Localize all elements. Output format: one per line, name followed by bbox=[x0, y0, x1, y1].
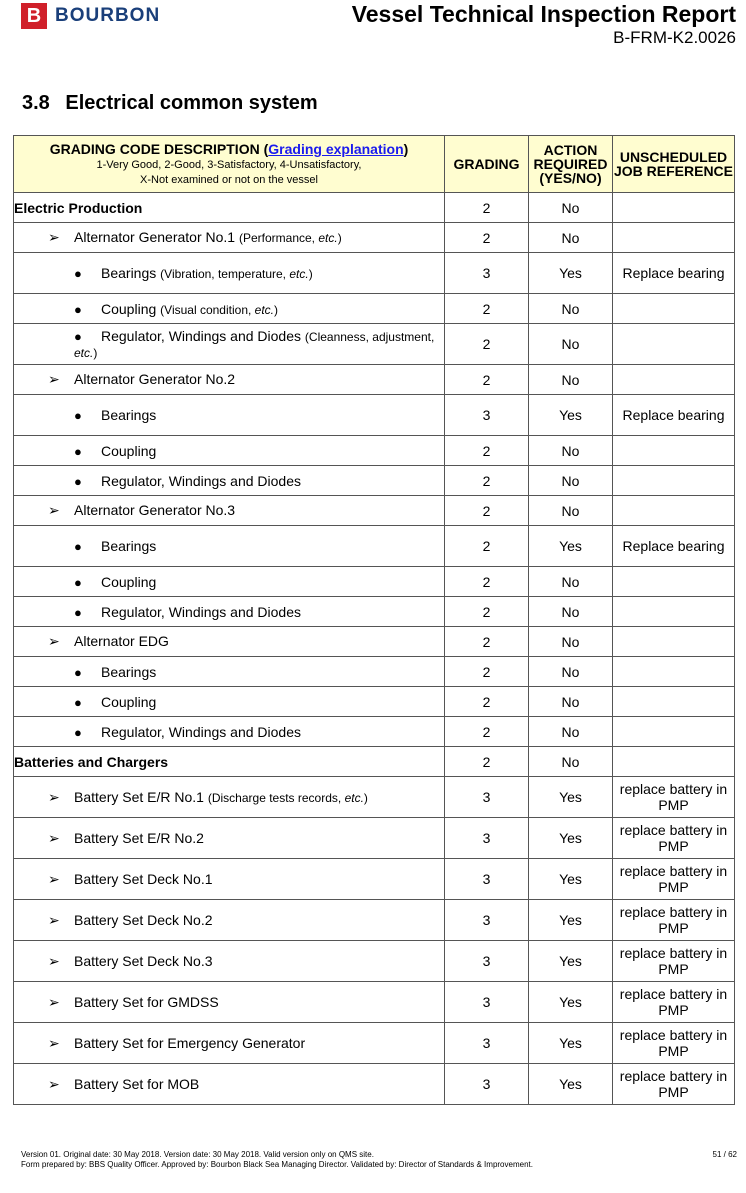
item-label: Battery Set E/R No.2 bbox=[74, 829, 204, 846]
item-description bbox=[14, 567, 445, 597]
action-value: No bbox=[529, 294, 613, 324]
table-row bbox=[14, 466, 735, 496]
table-row bbox=[14, 436, 735, 466]
item-note: (Performance, etc.) bbox=[238, 231, 342, 245]
report-title: Vessel Technical Inspection Report bbox=[351, 1, 736, 27]
item-description bbox=[14, 395, 445, 436]
action-value: Yes bbox=[529, 1023, 613, 1064]
item-description bbox=[14, 982, 445, 1023]
dot-bullet-icon: ● bbox=[74, 664, 82, 680]
dot-bullet-icon: ● bbox=[74, 539, 82, 554]
item-description bbox=[14, 687, 445, 717]
job-reference bbox=[613, 294, 735, 324]
table-row bbox=[14, 900, 735, 941]
action-value: No bbox=[529, 597, 613, 627]
grading-value: 3 bbox=[445, 253, 529, 294]
item-label: Battery Set Deck No.2 bbox=[74, 911, 213, 928]
grading-value: 2 bbox=[445, 627, 529, 657]
item-label: Battery Set Deck No.3 bbox=[74, 952, 213, 969]
job-reference bbox=[613, 365, 735, 395]
item-label: Battery Set Deck No.1 bbox=[74, 870, 213, 887]
item-label: Batteries and Chargers bbox=[14, 753, 169, 770]
action-value: No bbox=[529, 324, 613, 365]
table-row bbox=[14, 294, 735, 324]
job-reference: replace battery in PMP bbox=[613, 941, 735, 982]
job-reference bbox=[613, 436, 735, 466]
logo-text: BOURBON bbox=[55, 5, 161, 26]
action-value: No bbox=[529, 747, 613, 777]
job-header-line1: UNSCHEDULED bbox=[619, 149, 728, 165]
item-description bbox=[14, 941, 445, 982]
section-number: 3.8 bbox=[22, 92, 50, 114]
grading-value: 2 bbox=[445, 526, 529, 567]
arrow-bullet-icon: ➢ bbox=[48, 952, 60, 969]
footer-approval: Form prepared by: BBS Quality Officer. Approved by: Bourbon Black Sea Managing Director. Validated by: Director of Standards & Improvement. bbox=[21, 1160, 533, 1169]
item-label: Regulator, Windings and Diodes bbox=[101, 328, 305, 344]
inspection-table bbox=[13, 135, 735, 1105]
arrow-bullet-icon: ➢ bbox=[48, 229, 60, 245]
action-value: No bbox=[529, 717, 613, 747]
item-label: Bearings bbox=[101, 538, 157, 554]
item-description bbox=[14, 1023, 445, 1064]
grading-value: 2 bbox=[445, 597, 529, 627]
item-note: (Vibration, temperature, etc.) bbox=[160, 267, 313, 281]
action-value: Yes bbox=[529, 395, 613, 436]
item-note: (Cleanness, adjustment, etc.) bbox=[74, 330, 435, 360]
action-value: Yes bbox=[529, 859, 613, 900]
arrow-bullet-icon: ➢ bbox=[48, 633, 60, 649]
item-label: Regulator, Windings and Diodes bbox=[101, 723, 302, 740]
dot-bullet-icon: ● bbox=[74, 724, 82, 740]
action-value: Yes bbox=[529, 777, 613, 818]
item-description bbox=[14, 1064, 445, 1105]
action-header bbox=[529, 136, 613, 193]
table-row bbox=[14, 717, 735, 747]
arrow-bullet-icon: ➢ bbox=[48, 911, 60, 928]
arrow-bullet-icon: ➢ bbox=[48, 502, 60, 518]
grading-value: 3 bbox=[445, 900, 529, 941]
item-label: Coupling bbox=[101, 693, 157, 710]
dot-bullet-icon: ● bbox=[74, 329, 82, 344]
grading-value: 3 bbox=[445, 982, 529, 1023]
job-reference: replace battery in PMP bbox=[613, 1064, 735, 1105]
action-value: Yes bbox=[529, 253, 613, 294]
action-value: No bbox=[529, 436, 613, 466]
action-value: No bbox=[529, 466, 613, 496]
action-value: No bbox=[529, 496, 613, 526]
job-reference: replace battery in PMP bbox=[613, 777, 735, 818]
item-label: Alternator Generator No.3 bbox=[74, 502, 236, 518]
item-label: Regulator, Windings and Diodes bbox=[101, 603, 302, 620]
job-reference bbox=[613, 567, 735, 597]
job-reference bbox=[613, 627, 735, 657]
grading-value: 3 bbox=[445, 941, 529, 982]
dot-bullet-icon: ● bbox=[74, 266, 82, 281]
form-code: B-FRM-K2.0026 bbox=[613, 28, 736, 47]
dot-bullet-icon: ● bbox=[74, 301, 82, 317]
arrow-bullet-icon: ➢ bbox=[48, 788, 60, 805]
grading-code-close: ) bbox=[403, 141, 409, 157]
table-row bbox=[14, 627, 735, 657]
item-description bbox=[14, 324, 445, 365]
item-description bbox=[14, 657, 445, 687]
table-row bbox=[14, 395, 735, 436]
item-note: (Visual condition, etc.) bbox=[160, 302, 278, 317]
grading-value: 2 bbox=[445, 747, 529, 777]
item-description bbox=[14, 466, 445, 496]
table-row bbox=[14, 1023, 735, 1064]
job-header-line2: JOB REFERENCE bbox=[613, 163, 734, 179]
grading-value: 2 bbox=[445, 436, 529, 466]
job-reference: Replace bearing bbox=[613, 253, 735, 294]
grading-code-title: GRADING CODE DESCRIPTION ( bbox=[49, 141, 269, 157]
item-label: Regulator, Windings and Diodes bbox=[101, 472, 302, 489]
table-row bbox=[14, 859, 735, 900]
item-label: Alternator EDG bbox=[74, 633, 169, 649]
grading-explanation-link[interactable]: Grading explanation bbox=[268, 141, 404, 157]
item-label: Electric Production bbox=[14, 199, 143, 216]
grading-value: 2 bbox=[445, 223, 529, 253]
grading-value: 2 bbox=[445, 193, 529, 223]
action-value: No bbox=[529, 365, 613, 395]
item-label: Alternator Generator No.1 bbox=[74, 229, 239, 245]
dot-bullet-icon: ● bbox=[74, 694, 82, 710]
item-description bbox=[14, 294, 445, 324]
table-row bbox=[14, 657, 735, 687]
job-reference-header bbox=[613, 136, 735, 193]
grading-value: 2 bbox=[445, 687, 529, 717]
action-value: Yes bbox=[529, 900, 613, 941]
section-title: Electrical common system bbox=[65, 92, 318, 114]
action-header-line2: REQUIRED bbox=[533, 156, 608, 172]
grading-value: 2 bbox=[445, 324, 529, 365]
grading-value: 3 bbox=[445, 818, 529, 859]
action-value: No bbox=[529, 627, 613, 657]
footer bbox=[21, 1150, 533, 1170]
grading-value: 2 bbox=[445, 365, 529, 395]
item-label: Coupling bbox=[101, 442, 157, 459]
job-reference: replace battery in PMP bbox=[613, 982, 735, 1023]
item-label: Battery Set for Emergency Generator bbox=[74, 1034, 306, 1051]
dot-bullet-icon: ● bbox=[74, 473, 82, 489]
logo-mark: B bbox=[21, 3, 47, 29]
job-reference bbox=[613, 193, 735, 223]
action-value: No bbox=[529, 567, 613, 597]
item-description bbox=[14, 496, 445, 526]
table-row bbox=[14, 777, 735, 818]
item-label: Bearings bbox=[101, 407, 157, 423]
grading-value: 3 bbox=[445, 1064, 529, 1105]
job-reference: Replace bearing bbox=[613, 395, 735, 436]
action-value: Yes bbox=[529, 1064, 613, 1105]
arrow-bullet-icon: ➢ bbox=[48, 1034, 60, 1051]
item-description bbox=[14, 597, 445, 627]
dot-bullet-icon: ● bbox=[74, 604, 82, 620]
table-row bbox=[14, 747, 735, 777]
table-row bbox=[14, 818, 735, 859]
action-value: No bbox=[529, 657, 613, 687]
table-row bbox=[14, 324, 735, 365]
grading-value: 3 bbox=[445, 395, 529, 436]
dot-bullet-icon: ● bbox=[74, 408, 82, 423]
grading-value: 2 bbox=[445, 717, 529, 747]
item-description bbox=[14, 526, 445, 567]
grading-legend-line1: 1-Very Good, 2-Good, 3-Satisfactory, 4-Unsatisfactory, bbox=[96, 159, 362, 171]
job-reference bbox=[613, 496, 735, 526]
job-reference: Replace bearing bbox=[613, 526, 735, 567]
grading-header bbox=[445, 136, 529, 193]
job-reference bbox=[613, 466, 735, 496]
job-reference bbox=[613, 223, 735, 253]
grading-value: 2 bbox=[445, 294, 529, 324]
job-reference: replace battery in PMP bbox=[613, 859, 735, 900]
grading-header-label: GRADING bbox=[453, 156, 520, 172]
grading-legend-line2: X-Not examined or not on the vessel bbox=[140, 174, 318, 186]
grading-value: 2 bbox=[445, 657, 529, 687]
item-description bbox=[14, 777, 445, 818]
table-row bbox=[14, 526, 735, 567]
item-description bbox=[14, 747, 445, 777]
item-description bbox=[14, 223, 445, 253]
grading-value: 2 bbox=[445, 567, 529, 597]
job-reference bbox=[613, 597, 735, 627]
table-row bbox=[14, 597, 735, 627]
action-value: Yes bbox=[529, 982, 613, 1023]
item-label: Battery Set E/R No.1 bbox=[74, 788, 208, 805]
table-row bbox=[14, 496, 735, 526]
grading-code-header bbox=[14, 136, 445, 193]
table-row bbox=[14, 253, 735, 294]
item-description bbox=[14, 717, 445, 747]
arrow-bullet-icon: ➢ bbox=[48, 993, 60, 1010]
item-description bbox=[14, 900, 445, 941]
item-description bbox=[14, 436, 445, 466]
grading-value: 2 bbox=[445, 496, 529, 526]
arrow-bullet-icon: ➢ bbox=[48, 829, 60, 846]
arrow-bullet-icon: ➢ bbox=[48, 1075, 60, 1092]
table-row bbox=[14, 982, 735, 1023]
item-label: Bearings bbox=[101, 663, 157, 680]
job-reference: replace battery in PMP bbox=[613, 818, 735, 859]
action-value: Yes bbox=[529, 941, 613, 982]
table-row bbox=[14, 567, 735, 597]
arrow-bullet-icon: ➢ bbox=[48, 371, 60, 387]
item-description bbox=[14, 253, 445, 294]
item-description bbox=[14, 627, 445, 657]
action-value: Yes bbox=[529, 818, 613, 859]
job-reference bbox=[613, 687, 735, 717]
job-reference bbox=[613, 717, 735, 747]
action-value: No bbox=[529, 687, 613, 717]
action-header-line1: ACTION bbox=[543, 142, 598, 158]
grading-value: 3 bbox=[445, 777, 529, 818]
item-note: (Discharge tests records, etc.) bbox=[207, 790, 368, 805]
item-description bbox=[14, 859, 445, 900]
grading-value: 3 bbox=[445, 859, 529, 900]
job-reference: replace battery in PMP bbox=[613, 1023, 735, 1064]
page-number: 51 / 62 bbox=[712, 1150, 737, 1159]
action-value: No bbox=[529, 193, 613, 223]
job-reference bbox=[613, 747, 735, 777]
job-reference bbox=[613, 324, 735, 365]
dot-bullet-icon: ● bbox=[74, 574, 82, 590]
table-row bbox=[14, 687, 735, 717]
item-label: Coupling bbox=[101, 300, 161, 317]
item-label: Coupling bbox=[101, 573, 157, 590]
table-header-row bbox=[14, 136, 735, 193]
job-reference: replace battery in PMP bbox=[613, 900, 735, 941]
table-row bbox=[14, 365, 735, 395]
section-heading bbox=[22, 92, 318, 115]
item-label: Battery Set for GMDSS bbox=[74, 993, 219, 1010]
arrow-bullet-icon: ➢ bbox=[48, 870, 60, 887]
dot-bullet-icon: ● bbox=[74, 443, 82, 459]
bourbon-logo bbox=[21, 3, 160, 29]
grading-value: 2 bbox=[445, 466, 529, 496]
item-description bbox=[14, 365, 445, 395]
item-label: Battery Set for MOB bbox=[74, 1075, 200, 1092]
footer-version: Version 01. Original date: 30 May 2018. Version date: 30 May 2018. Valid version only on QMS site. bbox=[21, 1150, 374, 1159]
action-header-line3: (YES/NO) bbox=[539, 170, 602, 186]
action-value: Yes bbox=[529, 526, 613, 567]
grading-value: 3 bbox=[445, 1023, 529, 1064]
table-row bbox=[14, 941, 735, 982]
item-description bbox=[14, 193, 445, 223]
title-block bbox=[352, 0, 736, 48]
item-label: Alternator Generator No.2 bbox=[74, 371, 236, 387]
job-reference bbox=[613, 657, 735, 687]
table-row bbox=[14, 193, 735, 223]
item-label: Bearings bbox=[101, 265, 161, 281]
item-description bbox=[14, 818, 445, 859]
table-row bbox=[14, 1064, 735, 1105]
action-value: No bbox=[529, 223, 613, 253]
table-row bbox=[14, 223, 735, 253]
